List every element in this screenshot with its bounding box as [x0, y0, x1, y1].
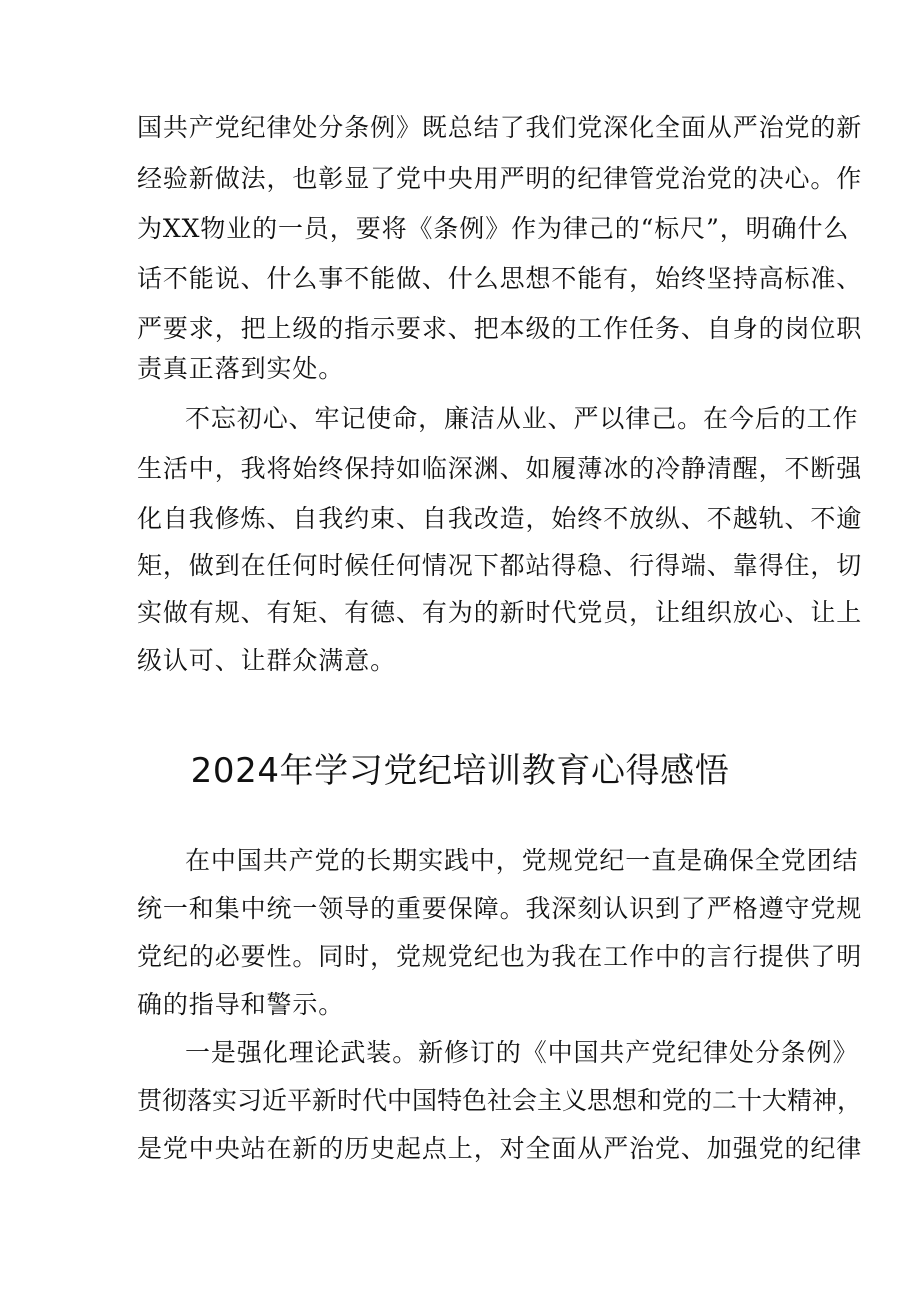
paragraph-line: 一是强化理论武装。新修订的《中国共产党纪律处分条例》 [185, 1038, 859, 1067]
document-title: 2024年学习党纪培训教育心得感悟 [190, 751, 730, 791]
paragraph-line: 党纪的必要性。同时，党规党纪也为我在工作中的言行提供了明 [137, 942, 863, 971]
paragraph-line: 化自我修炼、自我约束、自我改造，始终不放纵、不越轨、不逾 [137, 504, 863, 533]
paragraph-line: 生活中，我将始终保持如临深渊、如履薄冰的冷静清醒，不断强 [137, 454, 863, 483]
paragraph-line: 为XX物业的一员，要将《条例》作为律己的“标尺”，明确什么 [137, 214, 850, 243]
paragraph-line: 实做有规、有矩、有德、有为的新时代党员，让组织放心、让上 [137, 598, 863, 627]
paragraph-line: 确的指导和警示。 [137, 990, 345, 1019]
paragraph-line: 贯彻落实习近平新时代中国特色社会主义思想和党的二十大精神， [137, 1086, 863, 1115]
paragraph-line: 在中国共产党的长期实践中，党规党纪一直是确保全党团结 [185, 846, 859, 875]
paragraph-line: 经验新做法，也彰显了党中央用严明的纪律管党治党的决心。作 [137, 164, 863, 193]
paragraph-line: 矩，做到在任何时候任何情况下都站得稳、行得端、靠得住，切 [137, 551, 863, 580]
paragraph-line: 是党中央站在新的历史起点上，对全面从严治党、加强党的纪律 [137, 1134, 863, 1163]
paragraph-line: 严要求，把上级的指示要求、把本级的工作任务、自身的岗位职 [137, 314, 863, 343]
paragraph-line: 责真正落到实处。 [137, 354, 345, 383]
paragraph-line: 国共产党纪律处分条例》既总结了我们党深化全面从严治党的新 [137, 113, 863, 142]
paragraph-line: 话不能说、什么事不能做、什么思想不能有，始终坚持高标准、 [137, 264, 863, 293]
paragraph-line: 统一和集中统一领导的重要保障。我深刻认识到了严格遵守党规 [137, 894, 863, 923]
paragraph-line: 级认可、让群众满意。 [137, 646, 397, 675]
paragraph-line: 不忘初心、牢记使命，廉洁从业、严以律己。在今后的工作 [185, 404, 859, 433]
